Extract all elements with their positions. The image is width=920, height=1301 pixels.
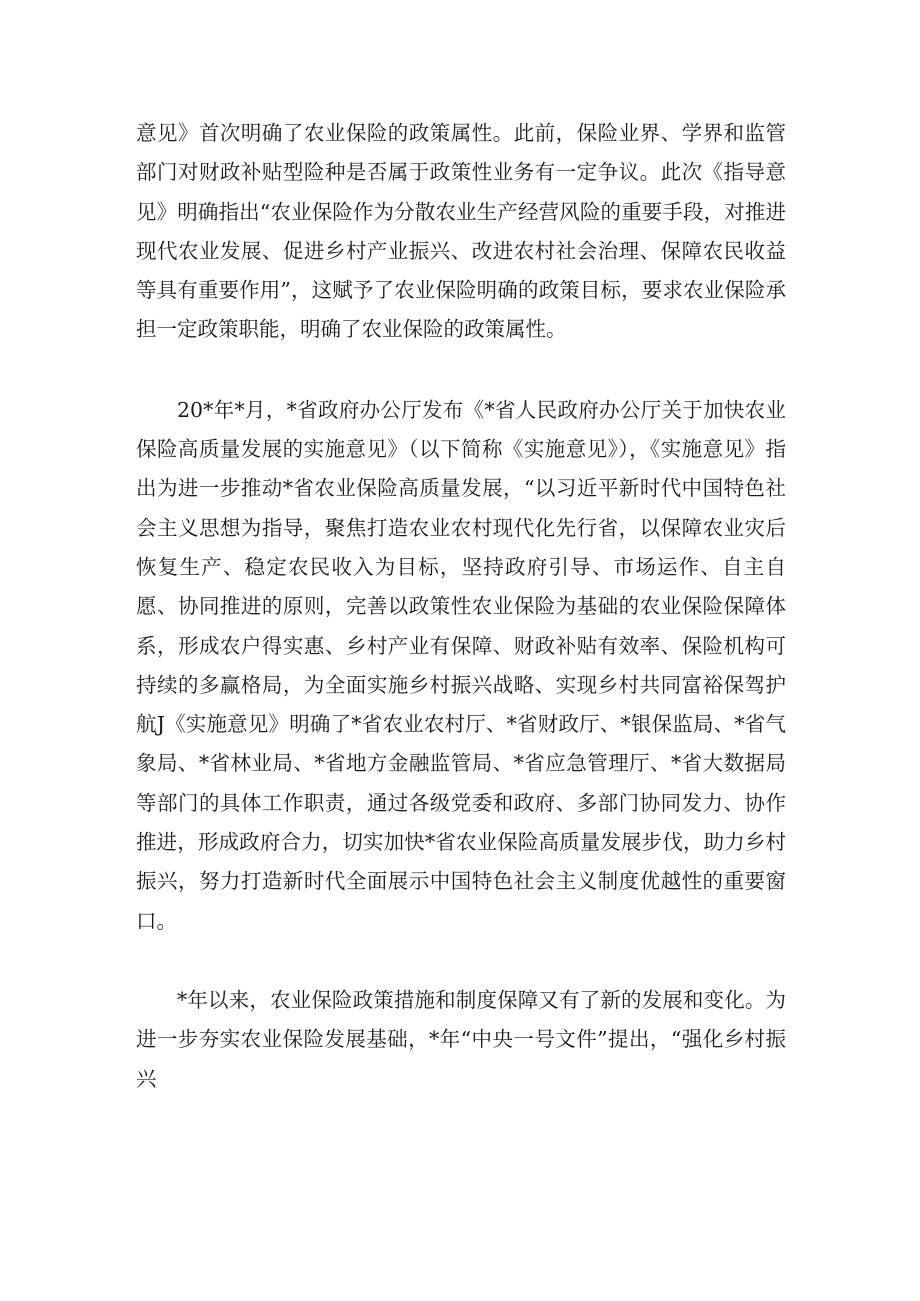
paragraph-policy-attribute: 意见》首次明确了农业保险的政策属性。此前，保险业界、学界和监管部门对财政补贴型险种是否属于政策性业务有一定争议。此次《指导意见》明确指出“农业保险作为分散农业生产经营风险的重要手段，对推进现代农业发展、促进乡村产业振兴、改进农村社会治理、保障农民收益等具有重要作用”，这赋予了农业保险明确的政策目标，要求农业保险承担一定政策职能，明确了农业保险的政策属性。 — [136, 121, 786, 342]
document-body — [136, 114, 786, 1099]
paragraph-provincial-implementation-opinion: 20*年*月，*省政府办公厅发布《*省人民政府办公厅关于加快农业保险高质量发展的实施意见》（以下简称《实施意见》），《实施意见》指出为进一步推动*省农业保险高质量发展，“以习近平新时代中国特色社会主义思想为指导，聚焦打造农业农村现代化先行省，以保障农业灾后恢复生产、稳定农民收入为目标，坚持政府引导、市场运作、自主自愿、协同推进的原则，完善以政策性农业保险为基础的农业保险保障体系，形成农户得实惠、乡村产业有保障、财政补贴有效率、保险机构可持续的多赢格局，为全面实施乡村振兴战略、实现乡村共同富裕保驾护航J《实施意见》明确了*省农业农村厅、*省财政厅、*银保监局、*省气象局、*省林业局、*省地方金融监管局、*省应急管理厅、*省大数据局等部门的具体工作职责，通过各级党委和政府、多部门协同发力、协作推进，形成政府合力，切实加快*省农业保险高质量发展步伐，助力乡村振兴，努力打造新时代全面展示中国特色社会主义制度优越性的重要窗口。 — [136, 397, 786, 933]
paragraph-new-developments: *年以来，农业保险政策措施和制度保障又有了新的发展和变化。为进一步夯实农业保险发展基础，*年“中央一号文件”提出，“强化乡村振兴 — [136, 987, 786, 1091]
